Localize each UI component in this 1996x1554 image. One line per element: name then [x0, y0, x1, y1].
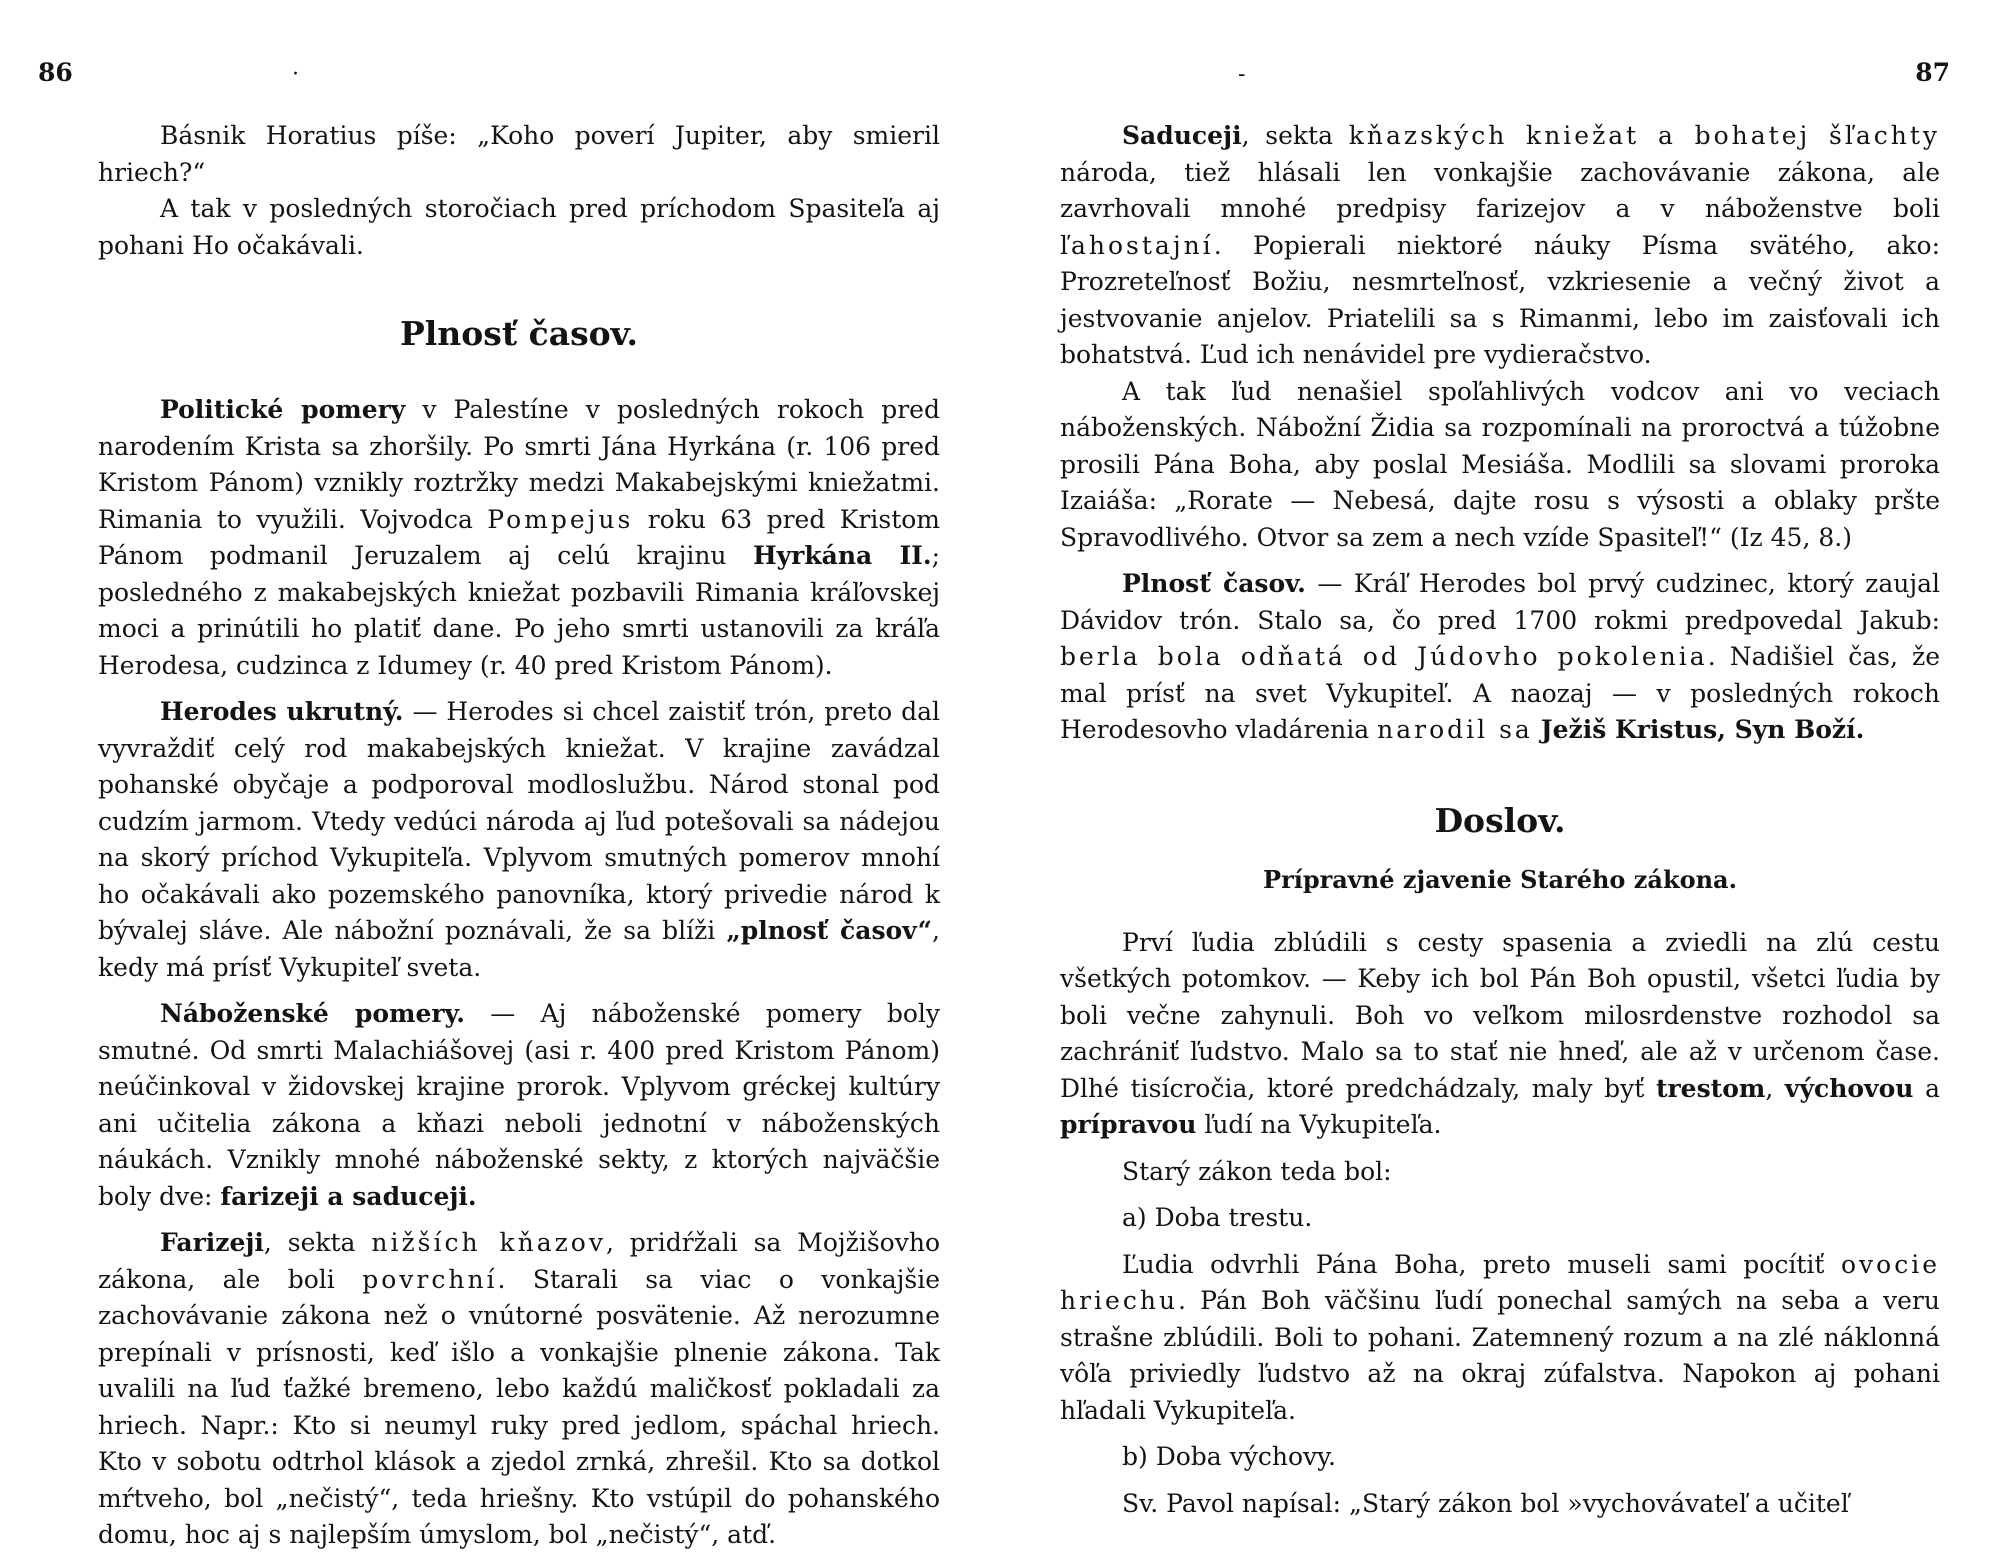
run-in-heading: Saduceji [1122, 121, 1242, 150]
page-number: 86 [38, 58, 73, 87]
spaced-emphasis: berla bola odňatá od Júdovho pokolenia [1060, 642, 1708, 671]
paragraph: Ľudia odvrhli Pána Boha, preto museli sami pocítiť ovocie hriechu. Pán Boh väčšinu ľudí ponechal samých na seba a veru strašne zblúdili. Boli to pohani. Zatemnený rozum a na zlé náklonná vôľa priviedly ľudstvo až na okraj zúfalstva. Napokon aj pohani hľadali Vykupiteľa. [1060, 1249, 1940, 1425]
paragraph: Sv. Pavol napísal: „Starý zákon bol »vychovávateľ a učiteľ [1122, 1488, 1849, 1518]
paragraph: Saduceji, sekta kňazských kniežat a bohatej šľachty národa, tiež hlásali len vonkajšie zachovávanie zákona, ale zavrhovali mnohé predpisy farizejov a v náboženstve boli ľahostajní. Popierali niektoré náuky Písma svätého, ako: Prozreteľnosť Božiu, nesmrteľnosť, vzkriesenie a večný život a jestvovanie anjelov. Priatelili sa s Rimanmi, lebo im zaisťovali ich bohatstvá. Ľud ich nenávidel pre vydieračstvo. [1060, 121, 1940, 369]
right-page [998, 0, 1996, 1518]
run-in-heading: Náboženské pomery. [160, 999, 465, 1028]
spaced-emphasis: narodil sa [1377, 715, 1533, 744]
text-column [1060, 118, 1940, 1522]
paragraph: Politické pomery v Palestíne v posledných rokoch pred narodením Krista sa zhoršily. Po smrti Jána Hyrkána (r. 106 pred Kristom Pánom) vznikly roztržky medzi Makabejskými kniežatmi. Rimania to využili. Vojvodca Pompejus roku 63 pred Kristom Pánom podmanil Jeruzalem aj celú krajinu Hyrkána II.; posledného z makabejských kniežat pozbavili Rimania kráľovskej moci a prinútili ho platiť dane. Po jeho smrti ustanovili za kráľa Herodesa, cudzinca z Idumey (r. 40 pred Kristom Pánom). [98, 395, 941, 680]
paragraph: Herodes ukrutný. — Herodes si chcel zaistiť trón, preto dal vyvraždiť celý rod makabejských kniežat. V krajine zavádzal pohanské obyčaje a podporoval modloslužbu. Národ stonal pod cudzím jarmom. Vtedy vedúci národa aj ľud potešovali sa nádejou na skorý príchod Vykupiteľa. Vplyvom smutných pomerov mnohí ho očakávali ako pozemského panovníka, ktorý privedie národ k bývalej sláve. Ale nábožní poznávali, že sa blíži „plnosť časov“, kedy má prísť Vykupiteľ sveta. [98, 697, 941, 982]
paragraph: Básnik Horatius píše: „Koho poverí Jupiter, aby smieril hriech?“ [98, 121, 940, 187]
print-mark: - [1238, 62, 1246, 87]
spaced-emphasis: ovocie hriechu [1060, 1249, 1940, 1315]
print-mark: · [292, 62, 299, 87]
run-in-heading: Farizeji [160, 1228, 264, 1257]
bold-emphasis: Hyrkána II. [753, 541, 932, 570]
bold-emphasis: Ježiš Kristus, Syn Boží. [1540, 715, 1865, 744]
paragraph: A tak ľud nenašiel spoľahlivých vodcov ani vo veciach náboženských. Nábožní Židia sa rozpomínali na proroctvá a túžobne prosili Pána Boha, aby poslal Mesiáša. Modlili sa slovami proroka Izaiáša: „Rorate — Nebesá, dajte rosu s výsosti a oblaky pršte Spravodlivého. Otvor sa zem a nech vzíde Spasiteľ!“ (Iz 45, 8.) [1060, 376, 1940, 552]
spaced-emphasis: povrchní [362, 1264, 498, 1294]
bold-emphasis: farizeji a saduceji. [220, 1181, 477, 1211]
bold-emphasis: „plnosť časov“ [726, 916, 933, 945]
run-in-heading: Plnosť časov. [1122, 569, 1306, 598]
list-heading: a) Doba trestu. [1122, 1203, 1313, 1232]
bold-emphasis: prípravou [1060, 1110, 1197, 1139]
spaced-emphasis: ľahostajní [1060, 230, 1214, 260]
run-in-heading: Politické pomery [160, 395, 406, 424]
spaced-emphasis: nižších kňazov [371, 1228, 606, 1257]
section-heading: Doslov. [1434, 800, 1566, 840]
bold-emphasis: výchovou [1784, 1073, 1914, 1103]
text-column [98, 118, 940, 1554]
paragraph: Náboženské pomery. — Aj náboženské pomery boly smutné. Od smrti Malachiášovej (asi r. 400 pred Kristom Pánom) neúčinkoval v židovskej krajine prorok. Vplyvom gréckej kultúry ani učitelia zákona a kňazi neboli jednotní v náboženských náukách. Vznikly mnohé náboženské sekty, z ktorých najväčšie boly dve: farizeji a saduceji. [98, 999, 940, 1211]
paragraph: Farizeji, sekta nižších kňazov, pridŕžali sa Mojžišovho zákona, ale boli povrchní. Starali sa viac o vonkajšie zachovávanie zákona než o vnútorné posvätenie. Až nerozumne prepínali v prísnosti, keď išlo a vonkajšie plnenie zákona. Tak uvalili na ľud ťažké bremeno, lebo každú maličkosť pokladali za hriech. Napr.: Kto si neumyl ruky pred jedlom, spáchal hriech. Kto v sobotu odtrhol klások a zjedol zrnká, zhrešil. Kto sa dotkol mŕtveho, bol „nečistý“, teda hriešny. Kto vstúpil do pohanského domu, hoc aj s najlepším úmyslom, bol „nečistý“, atď. [98, 1228, 940, 1549]
list-heading: b) Doba výchovy. [1122, 1442, 1336, 1471]
paragraph: Prví ľudia zblúdili s cesty spasenia a zviedli na zlú cestu všetkých potomkov. — Keby ich bol Pán Boh opustil, všetci ľudia by boli večne zahynuli. Boh vo veľkom milosrdenstve rozhodol sa zachrániť ľudstvo. Malo sa to stať nie hneď, ale až v určenom čase. Dlhé tisícročia, ktoré predchádzaly, maly byť trestom, výchovou a prípravou ľudí na Vykupiteľa. [1060, 927, 1940, 1139]
bold-emphasis: trestom [1655, 1073, 1766, 1103]
paragraph: Plnosť časov. — Kráľ Herodes bol prvý cudzinec, ktorý zaujal Dávidov trón. Stalo sa, čo pred 1700 rokmi predpovedal Jakub: berla bola odňatá od Júdovho pokolenia. Nadišiel čas, že mal prísť na svet Vykupiteľ. A naozaj — v posledných rokoch Herodesovho vladárenia narodil sa Ježiš Kristus, Syn Boží. [1060, 569, 1940, 744]
paragraph: A tak v posledných storočiach pred príchodom Spasiteľa aj pohani Ho očakávali. [98, 194, 940, 260]
left-page [0, 0, 998, 1549]
section-heading: Plnosť časov. [399, 314, 639, 353]
run-in-heading: Herodes ukrutný. [160, 697, 404, 726]
spaced-emphasis: kňazských kniežat a bohatej šľachty [1348, 121, 1940, 150]
spaced-emphasis: Pompejus [487, 504, 634, 534]
paragraph: Starý zákon teda bol: [1122, 1156, 1392, 1186]
page-number: 87 [1915, 58, 1950, 87]
subsection-heading: Prípravné zjavenie Starého zákona. [1263, 864, 1737, 894]
